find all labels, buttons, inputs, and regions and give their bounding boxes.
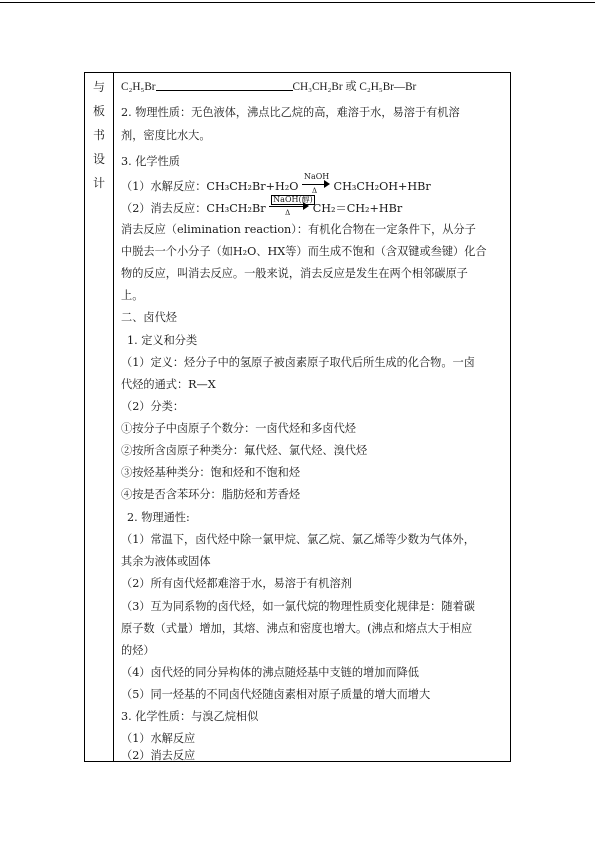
text-line: （1）定义：烃分子中的氢原子被卤素原子取代后所生成的化合物。一卤 [121,356,475,369]
text-line: （5）同一烃基的不同卤代烃随卤素相对原子质量的增大而增大 [121,688,431,701]
subsection-heading: 2. 物理通性: [127,511,190,524]
subsection-heading: 1. 定义和分类 [127,334,198,347]
section-heading: 3. 化学性质 [121,155,180,168]
equation-right: CH₃CH₂OH+HBr [333,180,431,193]
arrow-condition-top: NaOH [303,172,330,181]
text-line: （2）分类： [121,400,185,413]
list-item: ②按所含卤原子种类分：氟代烃、氯代烃、溴代烃 [121,444,368,457]
reaction-arrow-icon [269,195,313,217]
side-heading-char: 计 [93,176,106,190]
text-line: （2）消去反应 [121,749,196,762]
text-line: 其余为液体或固体 [121,555,211,568]
side-heading-char: 设 [93,152,106,166]
list-item: ④按是否含苯环分：脂肪烃和芳香烃 [121,488,301,501]
equation-left: （1）水解反应：CH₃CH₂Br+H₂O [121,180,299,193]
text-line: 中脱去一个小分子（如H₂O、HX等）而生成不饱和（含双键或叁键）化合 [121,245,487,258]
text-line: （1）水解反应 [121,732,196,745]
section-heading: 二、卤代烃 [121,311,177,324]
text-line: 消去反应（elimination reaction）：有机化合物在一定条件下，从分子 [121,223,476,236]
arrow-condition-bottom: Δ [285,209,291,217]
arrow-condition-top: NaOH(醇) [273,195,313,204]
reaction-equation-hydrolysis [121,172,431,195]
lesson-table [84,72,511,762]
structure-line [121,80,416,94]
text-line: （4）卤代烃的同分异构体的沸点随烃基中支链的增加而降低 [121,666,419,679]
side-heading-char: 与 [93,80,106,94]
text-line: 上。 [121,289,144,302]
reaction-equation-elimination [121,195,403,217]
equation-left: （2）消去反应：CH₃CH₂Br [121,202,266,215]
list-item: ①按分子中卤原子个数分：一卤代烃和多卤代烃 [121,422,356,435]
text-line: 原子数（式量）增加，其熔、沸点和密度也增大。(沸点和熔点大于相应 [121,622,473,635]
text-line: 2. 物理性质：无色液体，沸点比乙烷的高，难溶于水，易溶于有机溶 [121,106,460,119]
text-line: 剂，密度比水大。 [121,129,211,142]
text-line: （3）互为同系物的卤代烃，如一氯代烷的物理性质变化规律是：随着碳 [121,600,475,613]
text-line: 物的反应，叫消去反应。一般来说，消去反应是发生在两个相邻碳原子 [121,267,468,280]
text-line: 代烃的通式：R—X [121,378,216,391]
list-item: ③按烃基种类分：饱和烃和不饱和烃 [121,466,301,479]
text-line: 的烃） [121,644,155,657]
formula-text: C₂H₅Br [121,81,156,93]
formula-text: CH₃CH₂Br 或 C₂H₅Br—Br [292,81,417,93]
side-heading-column [85,73,114,761]
arrow-condition-bottom: Δ [311,187,318,195]
side-heading-char: 板 [93,104,106,118]
section-heading: 3. 化学性质：与溴乙烷相似 [121,710,259,723]
blank-underline [156,80,293,91]
equation-right: CH₂＝CH₂+HBr [312,202,403,215]
reaction-arrow-icon [302,172,330,195]
side-heading-char: 书 [93,128,106,142]
text-line: （2）所有卤代烃都难溶于水，易溶于有机溶剂 [121,577,352,590]
page-top-rule [0,2,595,3]
text-line: （1）常温下，卤代烃中除一氯甲烷、氯乙烷、氯乙烯等少数为气体外， [121,533,475,546]
